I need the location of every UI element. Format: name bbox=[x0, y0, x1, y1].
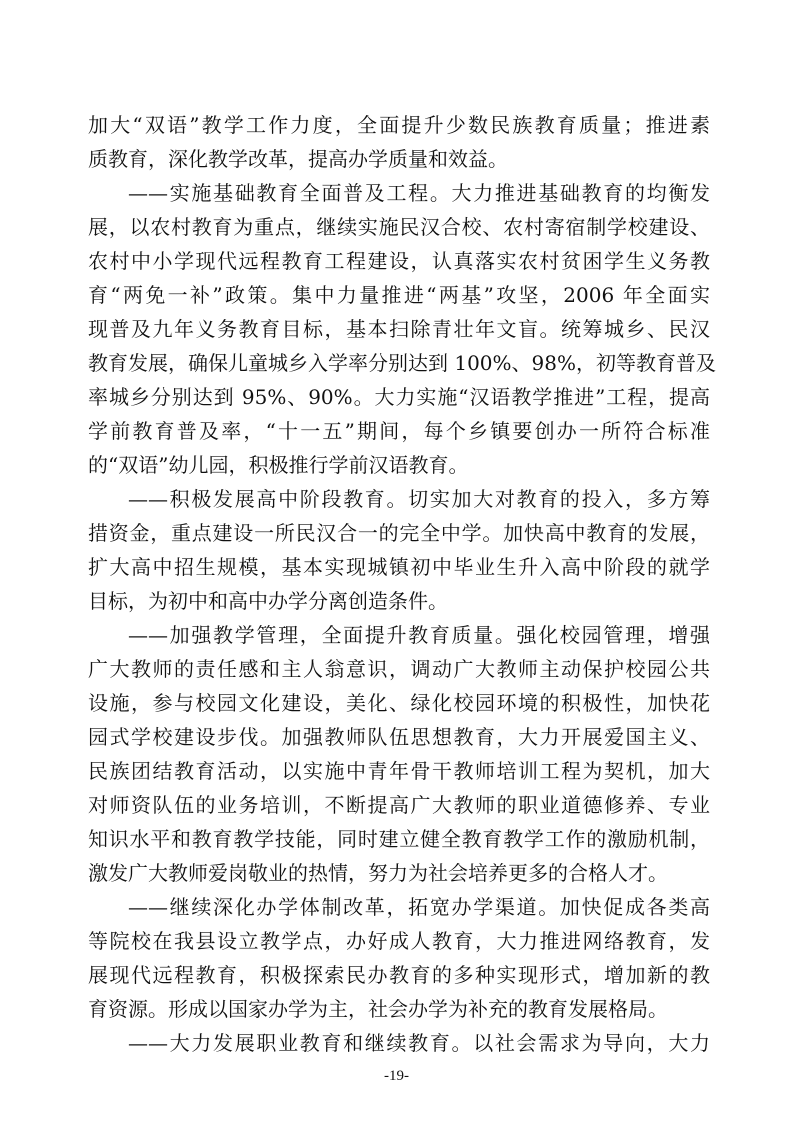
text-line: 农村中小学现代远程教育工程建设，认真落实农村贫困学生义务教 bbox=[88, 249, 710, 273]
page-number: -19- bbox=[384, 1068, 409, 1084]
text-line: 广大教师的责任感和主人翁意识，调动广大教师主动保护校园公共 bbox=[88, 657, 710, 681]
text-line: 的“双语”幼儿园，积极推行学前汉语教育。 bbox=[88, 453, 469, 477]
text-line: 现普及九年义务教育目标，基本扫除青壮年文盲。统筹城乡、民汉 bbox=[88, 317, 710, 341]
text-line: 育资源。形成以国家办学为主，社会办学为补充的教育发展格局。 bbox=[88, 997, 668, 1021]
text-line: 措资金，重点建设一所民汉合一的完全中学。加快高中教育的发展， bbox=[88, 521, 710, 545]
text-line: ——继续深化办学体制改革，拓宽办学渠道。加快促成各类高 bbox=[128, 895, 710, 919]
paragraph bbox=[88, 1026, 710, 1060]
text-line: 园式学校建设步伐。加强教师队伍思想教育，大力开展爱国主义、 bbox=[88, 725, 710, 749]
text-line: 学前教育普及率，“十一五”期间，每个乡镇要创办一所符合标准 bbox=[88, 419, 710, 443]
text-line: ——实施基础教育全面普及工程。大力推进基础教育的均衡发 bbox=[128, 181, 710, 205]
text-line: 等院校在我县设立教学点，办好成人教育，大力推进网络教育，发 bbox=[88, 929, 710, 953]
text-line: 质教育，深化教学改革，提高办学质量和效益。 bbox=[88, 147, 508, 171]
text-line: 目标，为初中和高中办学分离创造条件。 bbox=[88, 589, 448, 613]
paragraph bbox=[88, 176, 716, 482]
text-line: 展现代远程教育，积极探索民办教育的多种实现形式，增加新的教 bbox=[88, 963, 710, 987]
text-line: 教育发展，确保儿童城乡入学率分别达到 100%、98%，初等教育普及 bbox=[88, 351, 716, 375]
text-line: 对师资队伍的业务培训，不断提高广大教师的职业道德修养、专业 bbox=[88, 793, 710, 817]
text-line: ——积极发展高中阶段教育。切实加大对教育的投入，多方筹 bbox=[128, 487, 710, 511]
text-line: 民族团结教育活动，以实施中青年骨干教师培训工程为契机，加大 bbox=[88, 759, 710, 783]
text-line: ——大力发展职业教育和继续教育。以社会需求为导向，大力 bbox=[128, 1031, 710, 1055]
text-line: 育“两免一补”政策。集中力量推进“两基”攻坚，2006 年全面实 bbox=[88, 283, 710, 307]
text-line: 率城乡分别达到 95%、90%。大力实施“汉语教学推进”工程，提高 bbox=[88, 385, 710, 409]
text-line: 设施，参与校园文化建设，美化、绿化校园环境的积极性，加快花 bbox=[88, 691, 710, 715]
text-line: 知识水平和教育教学技能，同时建立健全教育教学工作的激励机制， bbox=[88, 827, 710, 851]
paragraph bbox=[88, 890, 710, 1026]
text-line: 展，以农村教育为重点，继续实施民汉合校、农村寄宿制学校建设、 bbox=[88, 215, 710, 239]
paragraph bbox=[88, 618, 710, 890]
paragraph bbox=[88, 482, 710, 618]
text-line: 加大“双语”教学工作力度，全面提升少数民族教育质量；推进素 bbox=[88, 113, 710, 137]
paragraph bbox=[88, 108, 710, 176]
body-text bbox=[88, 108, 716, 1060]
text-line: 激发广大教师爱岗敬业的热情，努力为社会培养更多的合格人才。 bbox=[88, 861, 668, 885]
text-line: ——加强教学管理，全面提升教育质量。强化校园管理，增强 bbox=[128, 623, 710, 647]
text-line: 扩大高中招生规模，基本实现城镇初中毕业生升入高中阶段的就学 bbox=[88, 555, 710, 579]
